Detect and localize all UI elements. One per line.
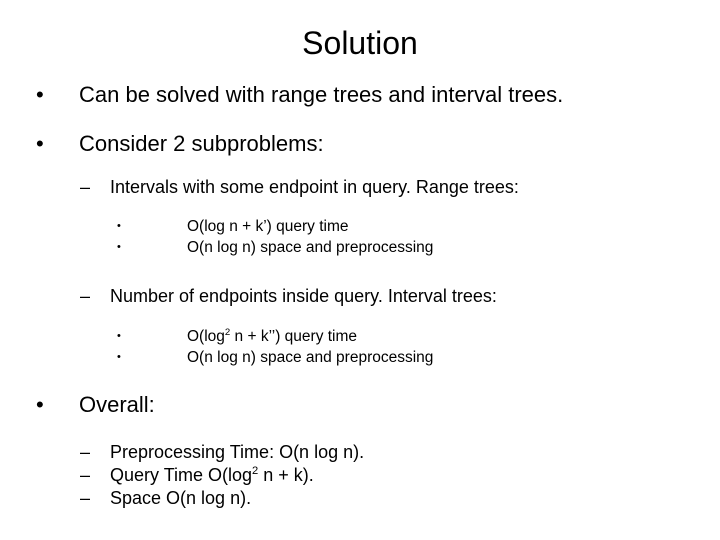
dash-icon: – [80,286,91,306]
range-tree-space: O(n log n) space and preprocessing [187,239,434,256]
slide-title: Solution [302,25,418,61]
bullet-icon: • [36,392,44,417]
bullet-icon: • [117,220,121,232]
overall-space: Space O(n log n). [110,488,252,508]
bullet-text-3: Overall: [79,392,155,417]
bullet-text-1: Can be solved with range trees and interval trees. [79,82,564,107]
bullet-icon: • [36,82,44,107]
overall-preprocessing: Preprocessing Time: O(n log n). [110,442,365,462]
sub-item-range-trees: Intervals with some endpoint in query. Range trees: [110,177,519,197]
overall-query-time: Query Time $O(\log^2$ n + k). [110,465,314,485]
interval-tree-query-time: $O(\log^2$ n + k’’) query time [187,326,358,345]
interval-tree-space: O(n log n) space and preprocessing [187,349,434,366]
sub-item-interval-trees: Number of endpoints inside query. Interval trees: [110,286,497,306]
bullet-icon: • [117,351,121,363]
dash-icon: – [80,177,91,197]
dash-icon: – [80,488,91,508]
dash-icon: – [80,442,91,462]
range-tree-query-time: O(log n + k’) query time [187,218,349,235]
bullet-icon: • [117,330,121,342]
bullet-text-2: Consider 2 subproblems: [79,131,324,156]
dash-icon: – [80,465,91,485]
bullet-icon: • [36,131,44,156]
bullet-icon: • [117,241,121,253]
